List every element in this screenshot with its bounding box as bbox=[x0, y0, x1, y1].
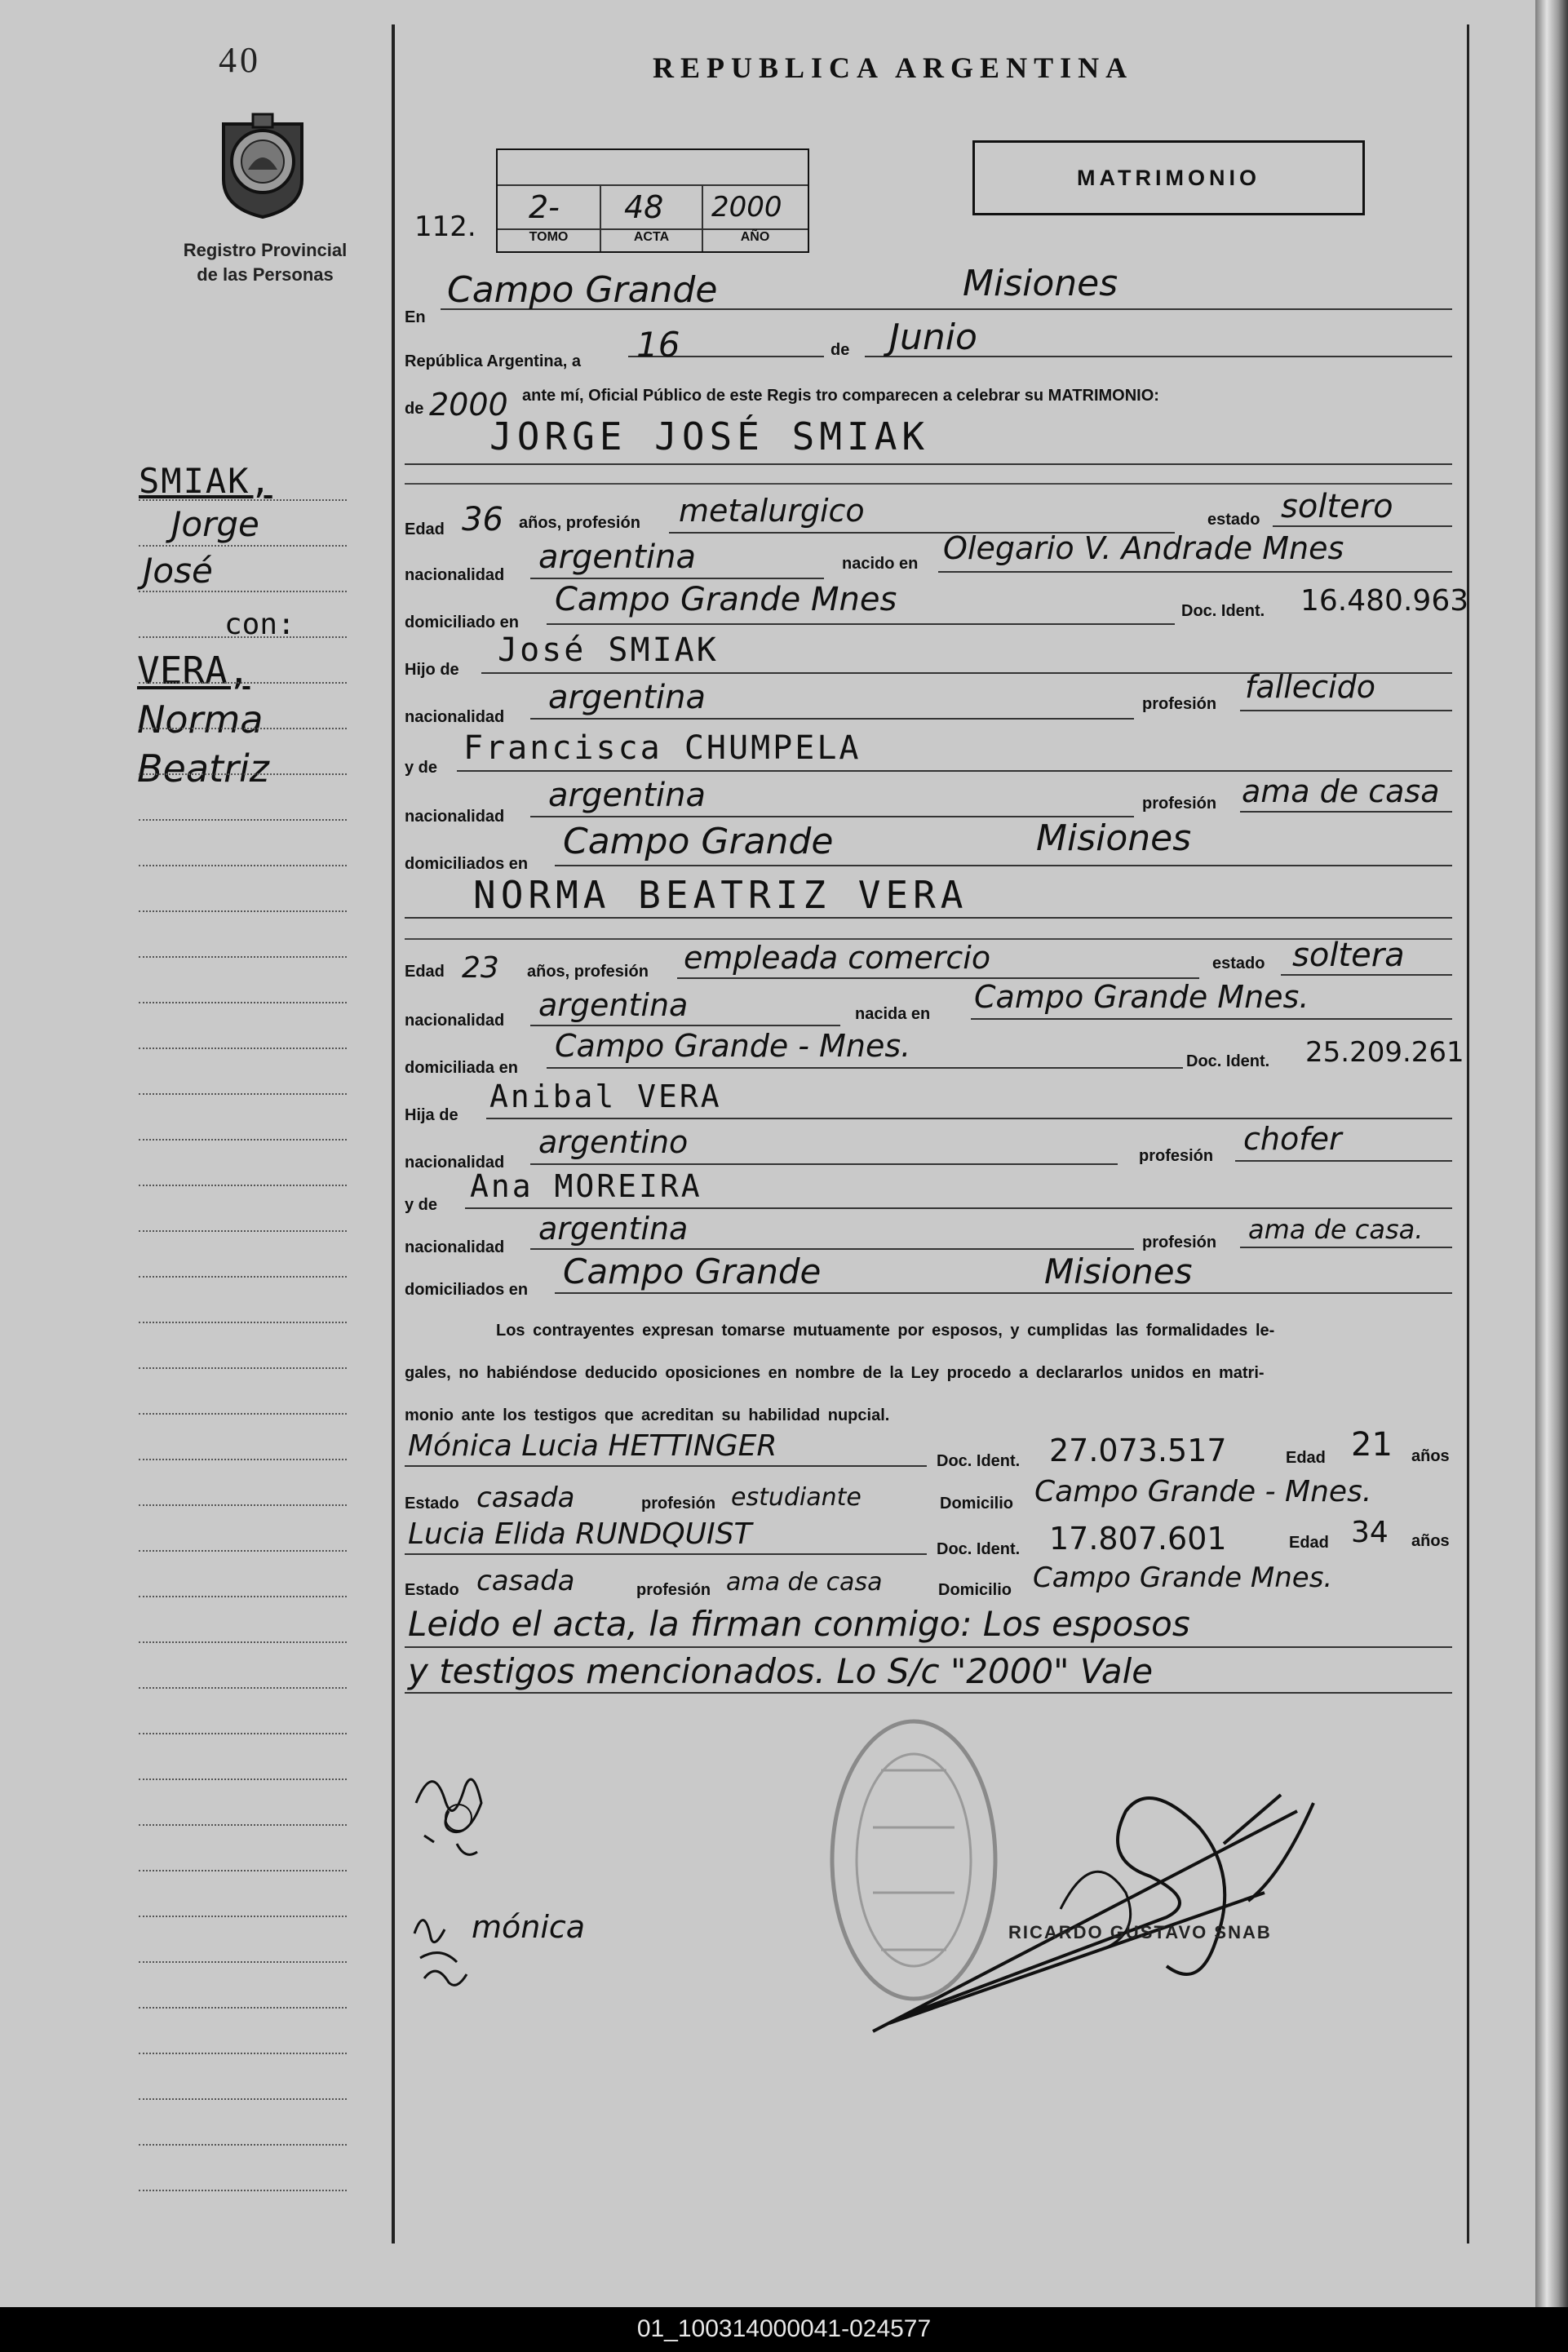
groom-nacido: Olegario V. Andrade Mnes bbox=[943, 530, 1344, 566]
margin-name-jose: José bbox=[143, 551, 213, 591]
groom-estado-label: estado bbox=[1207, 511, 1260, 529]
reference-table bbox=[496, 148, 809, 253]
witness2-name: Lucia Elida RUNDQUIST bbox=[408, 1517, 752, 1551]
groom-name-rule bbox=[405, 483, 1452, 485]
witness1-prof-label: profesión bbox=[641, 1495, 716, 1513]
groom-doms-label: domiciliados en bbox=[405, 855, 529, 873]
groom-padre-prof-label: profesión bbox=[1142, 695, 1217, 713]
bride-madre-prof-label: profesión bbox=[1142, 1234, 1217, 1251]
bride-madre-prof: ama de casa. bbox=[1248, 1214, 1424, 1245]
acta-value: 48 bbox=[624, 189, 664, 225]
act-type-label: MATRIMONIO bbox=[1077, 166, 1260, 190]
witness2-edad-label: Edad bbox=[1289, 1534, 1329, 1552]
groom-madre-nac-label: nacionalidad bbox=[405, 808, 505, 826]
witness1-prof: estudiante bbox=[731, 1483, 862, 1512]
margin-name-norma: Norma bbox=[137, 698, 264, 742]
groom-doms: Campo Grande bbox=[563, 821, 834, 862]
witness-signature-text: mónica bbox=[472, 1909, 586, 1945]
declaration-line-1: Los contrayentes expresan tomarse mutuamente por esposos, y cumplidas las formalidades le- bbox=[496, 1322, 1275, 1340]
groom-madre-prof-label: profesión bbox=[1142, 795, 1217, 813]
bride-prof-label: años, profesión bbox=[527, 963, 649, 981]
closing-line-2: y testigos mencionados. Lo S/c "2000" Vale bbox=[408, 1651, 1154, 1691]
page-number: 40 bbox=[219, 40, 261, 80]
bride-padre-nac: argentino bbox=[538, 1124, 689, 1160]
bride-madre: Ana MOREIRA bbox=[470, 1168, 702, 1204]
witness2-dom: Campo Grande Mnes. bbox=[1033, 1561, 1333, 1594]
groom-domicilio: Campo Grande Mnes bbox=[555, 581, 897, 618]
witness1-doc: 27.073.517 bbox=[1049, 1433, 1227, 1468]
bride-doms-2: Misiones bbox=[1044, 1251, 1193, 1291]
bride-nacida: Campo Grande Mnes. bbox=[974, 979, 1309, 1015]
margin-divider-left bbox=[392, 24, 395, 2243]
bride-dom-label: domiciliada en bbox=[405, 1059, 518, 1077]
officer-signature-icon bbox=[857, 1778, 1346, 2048]
groom-madre-prof: ama de casa bbox=[1242, 773, 1440, 809]
groom-yde-label: y de bbox=[405, 759, 438, 777]
place-value: Campo Grande bbox=[447, 269, 718, 311]
bride-domicilio: Campo Grande - Mnes. bbox=[555, 1028, 911, 1064]
bride-madre-nac: argentina bbox=[538, 1211, 689, 1247]
groom-name: JORGE JOSÉ SMIAK bbox=[489, 414, 930, 458]
bride-padre: Anibal VERA bbox=[489, 1079, 722, 1114]
bride-nac-label: nacionalidad bbox=[405, 1012, 505, 1030]
groom-nac-label: nacionalidad bbox=[405, 566, 505, 584]
bride-nacionalidad: argentina bbox=[538, 987, 689, 1023]
bride-padre-prof: chofer bbox=[1243, 1121, 1342, 1157]
day-value: 16 bbox=[636, 325, 680, 365]
witness1-edad-label: Edad bbox=[1286, 1449, 1326, 1467]
country-title: REPUBLICA ARGENTINA bbox=[653, 51, 1134, 84]
year-value: 2000 bbox=[429, 387, 508, 423]
de-label: de bbox=[831, 341, 850, 359]
bride-madre-nac-label: nacionalidad bbox=[405, 1238, 505, 1256]
groom-padre-nac-label: nacionalidad bbox=[405, 708, 505, 726]
witness1-doc-label: Doc. Ident. bbox=[937, 1452, 1021, 1470]
bride-signature-icon bbox=[408, 1901, 481, 1991]
bride-edad: 23 bbox=[462, 951, 499, 985]
groom-doc-label: Doc. Ident. bbox=[1181, 602, 1265, 620]
groom-madre: Francisca CHUMPELA bbox=[463, 729, 862, 767]
tomo-value: 2- bbox=[529, 189, 560, 225]
bride-doms-label: domiciliados en bbox=[405, 1281, 529, 1299]
reference-prefix: 112. bbox=[414, 210, 476, 243]
closing-line-1: Leido el acta, la firman conmigo: Los esposos bbox=[408, 1604, 1190, 1644]
bride-nacida-label: nacida en bbox=[855, 1005, 931, 1023]
groom-profesion: metalurgico bbox=[679, 493, 865, 529]
bride-hija-label: Hija de bbox=[405, 1106, 458, 1124]
groom-doms-2: Misiones bbox=[1036, 817, 1192, 859]
scan-filename: 01_100314000041-024577 bbox=[636, 2315, 932, 2342]
declaration-line-3: monio ante los testigos que acreditan su habilidad nupcial. bbox=[405, 1406, 890, 1424]
act-type-box bbox=[972, 140, 1365, 215]
margin-name-jorge: Jorge bbox=[171, 504, 259, 544]
registry-line-2: de las Personas bbox=[197, 264, 334, 285]
acta-label: ACTA bbox=[633, 230, 670, 244]
margin-name-beatriz: Beatriz bbox=[137, 746, 269, 791]
margin-con: con: bbox=[224, 608, 295, 641]
witness2-estado-label: Estado bbox=[405, 1581, 459, 1599]
groom-edad: 36 bbox=[462, 501, 503, 538]
witness1-dom: Campo Grande - Mnes. bbox=[1034, 1475, 1372, 1508]
groom-signature-icon bbox=[408, 1754, 506, 1868]
bride-padre-nac-label: nacionalidad bbox=[405, 1154, 505, 1172]
bride-doc-label: Doc. Ident. bbox=[1186, 1052, 1270, 1070]
groom-doc: 16.480.963 bbox=[1300, 584, 1469, 618]
provincial-seal-icon bbox=[206, 106, 320, 220]
bride-name: NORMA BEATRIZ VERA bbox=[473, 873, 968, 917]
witness2-doc-label: Doc. Ident. bbox=[937, 1540, 1021, 1558]
margin-surname-groom: SMIAK, bbox=[139, 461, 272, 501]
witness2-estado: casada bbox=[476, 1565, 575, 1597]
ano-value: 2000 bbox=[711, 191, 782, 224]
witness1-edad: 21 bbox=[1351, 1426, 1393, 1464]
groom-estado: soltero bbox=[1281, 488, 1393, 525]
ano-label: AÑO bbox=[740, 230, 770, 244]
witness1-estado: casada bbox=[476, 1482, 575, 1514]
witness2-edad: 34 bbox=[1351, 1516, 1389, 1549]
bride-edad-label: Edad bbox=[405, 963, 445, 981]
bride-estado: soltera bbox=[1292, 937, 1405, 974]
place-value-2: Misiones bbox=[963, 263, 1118, 304]
bride-estado-label: estado bbox=[1212, 955, 1265, 972]
groom-madre-nac: argentina bbox=[548, 777, 706, 814]
groom-nacionalidad: argentina bbox=[538, 538, 696, 576]
groom-dom-label: domiciliado en bbox=[405, 613, 520, 631]
tomo-label: TOMO bbox=[529, 230, 569, 244]
groom-hijo-label: Hijo de bbox=[405, 661, 459, 679]
registry-name bbox=[163, 238, 367, 287]
bride-yde-label: y de bbox=[405, 1196, 438, 1214]
groom-nacido-label: nacido en bbox=[842, 555, 919, 573]
witness2-anos-label: años bbox=[1411, 1532, 1450, 1550]
groom-padre-prof: fallecido bbox=[1245, 669, 1375, 705]
margin-surname-bride: VERA, bbox=[137, 649, 250, 693]
bride-doms: Campo Grande bbox=[563, 1251, 822, 1291]
intro-text: ante mí, Oficial Público de este Regis tro comparecen a celebrar su MATRIMONIO: bbox=[522, 387, 1159, 405]
witness2-doc: 17.807.601 bbox=[1049, 1521, 1227, 1557]
groom-prof-label: años, profesión bbox=[519, 514, 640, 532]
margin-divider-right bbox=[1467, 24, 1469, 2243]
month-value: Junio bbox=[889, 317, 977, 358]
witness1-name: Mónica Lucia HETTINGER bbox=[408, 1429, 777, 1463]
witness1-anos-label: años bbox=[1411, 1447, 1450, 1465]
groom-edad-label: Edad bbox=[405, 520, 445, 538]
bride-profesion: empleada comercio bbox=[684, 940, 991, 976]
witness2-dom-label: Domicilio bbox=[938, 1581, 1012, 1599]
groom-padre-nac: argentina bbox=[548, 679, 706, 716]
book-binding-edge bbox=[1535, 0, 1568, 2307]
registry-line-1: Registro Provincial bbox=[183, 240, 348, 260]
declaration-line-2: gales, no habiéndose deducido oposiciones en nombre de la Ley procedo a declararlos unidos en matri- bbox=[405, 1364, 1265, 1382]
bride-padre-prof-label: profesión bbox=[1139, 1147, 1214, 1165]
witness2-prof: ama de casa bbox=[726, 1568, 883, 1597]
bride-doc: 25.209.261 bbox=[1305, 1036, 1464, 1069]
groom-padre: José SMIAK bbox=[498, 631, 719, 669]
republica-label: República Argentina, a bbox=[405, 352, 581, 370]
witness1-estado-label: Estado bbox=[405, 1495, 459, 1513]
de2-label: de bbox=[405, 400, 424, 418]
officer-stamp-text: RICARDO GUSTAVO SNAB bbox=[1008, 1922, 1272, 1942]
en-label: En bbox=[405, 308, 426, 326]
witness1-dom-label: Domicilio bbox=[940, 1495, 1014, 1513]
witness2-prof-label: profesión bbox=[636, 1581, 711, 1599]
